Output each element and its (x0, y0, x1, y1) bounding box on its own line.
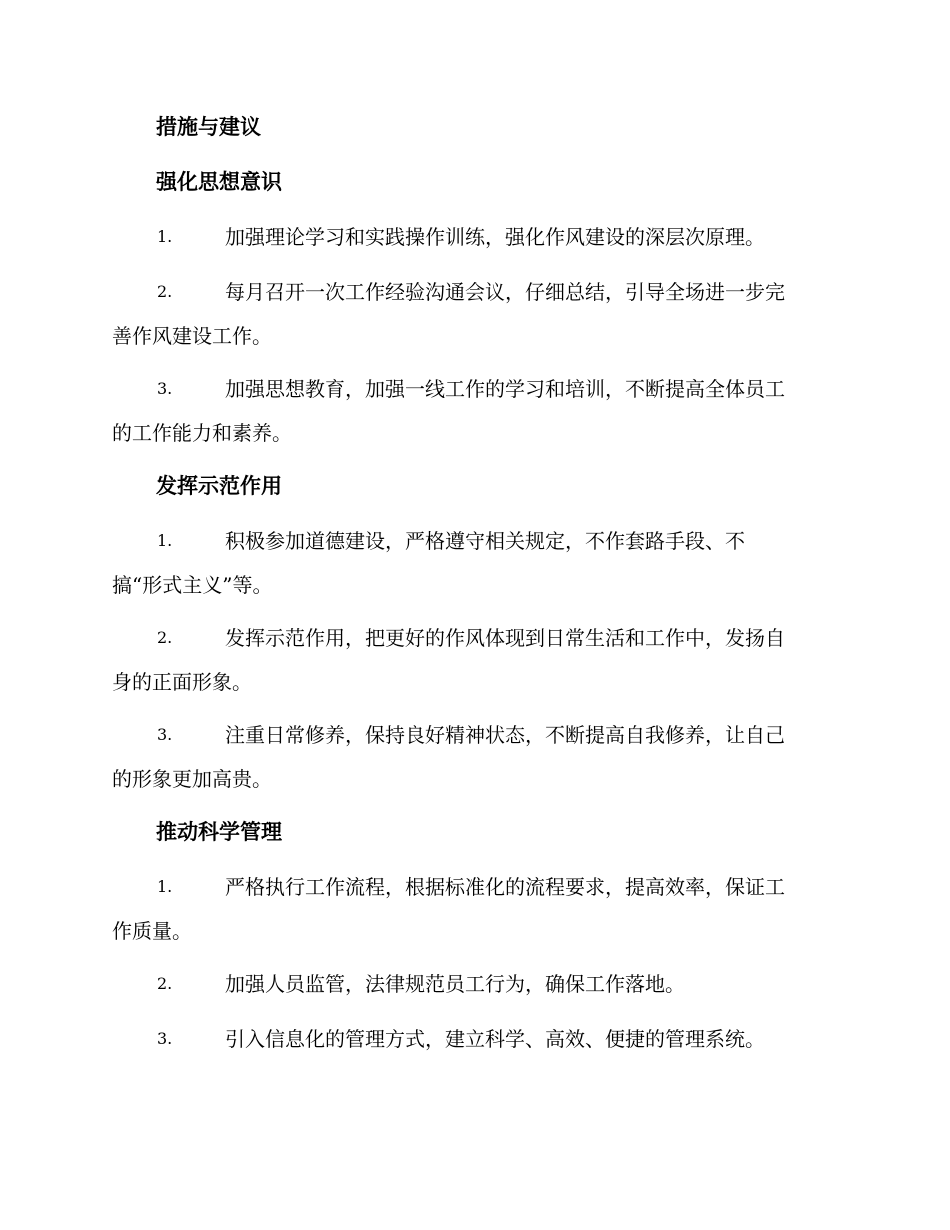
list-text: 发挥示范作用，把更好的作风体现到日常生活和工作中，发扬自 (225, 626, 785, 650)
list-text: 引入信息化的管理方式，建立科学、高效、便捷的管理系统。 (225, 1027, 765, 1051)
list-text: 加强理论学习和实践操作训练，强化作风建设的深层次原理。 (225, 225, 765, 249)
list-text-continued: 搞“形式主义”等。 (112, 573, 273, 597)
list-number: 1. (157, 227, 173, 246)
list-text: 加强人员监管，法律规范员工行为，确保工作落地。 (225, 972, 685, 996)
list-number: 3. (157, 379, 173, 398)
section-heading-1: 强化思想意识 (156, 170, 282, 194)
list-text: 注重日常修养，保持良好精神状态，不断提高自我修养，让自己 (225, 723, 785, 747)
list-text-continued: 的形象更加高贵。 (112, 767, 272, 791)
list-number: 1. (157, 531, 173, 550)
list-number: 2. (157, 628, 173, 647)
section-heading-3: 推动科学管理 (156, 820, 282, 844)
list-number: 2. (157, 974, 173, 993)
list-text-continued: 作质量。 (112, 919, 192, 943)
document-title: 措施与建议 (156, 115, 261, 139)
list-number: 2. (157, 282, 173, 301)
section-heading-2: 发挥示范作用 (156, 474, 282, 498)
list-number: 1. (157, 877, 173, 896)
list-text-continued: 身的正面形象。 (112, 670, 252, 694)
list-text: 每月召开一次工作经验沟通会议，仔细总结，引导全场进一步完 (225, 280, 785, 304)
list-text: 严格执行工作流程，根据标准化的流程要求，提高效率，保证工 (225, 875, 785, 899)
list-number: 3. (157, 725, 173, 744)
list-text: 加强思想教育，加强一线工作的学习和培训，不断提高全体员工 (225, 377, 785, 401)
list-number: 3. (157, 1029, 173, 1048)
list-text-continued: 善作风建设工作。 (112, 324, 272, 348)
list-text-continued: 的工作能力和素养。 (112, 421, 292, 445)
list-text: 积极参加道德建设，严格遵守相关规定，不作套路手段、不 (225, 529, 745, 553)
